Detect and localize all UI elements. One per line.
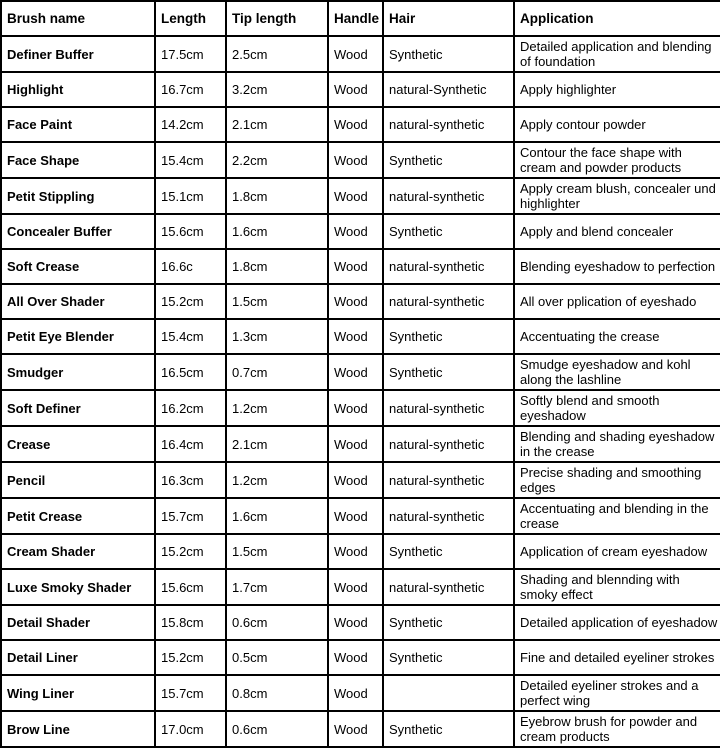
cell-handle: Wood (328, 36, 383, 72)
header-row (1, 1, 720, 36)
cell-handle: Wood (328, 426, 383, 462)
cell-brush-name: Luxe Smoky Shader (1, 569, 155, 605)
cell-tip-length: 2.5cm (226, 36, 328, 72)
cell-length: 15.2cm (155, 284, 226, 319)
table-row (1, 569, 720, 605)
cell-brush-name: Crease (1, 426, 155, 462)
cell-handle: Wood (328, 605, 383, 640)
table-row (1, 711, 720, 747)
column-header-length: Length (155, 1, 226, 36)
table-row (1, 107, 720, 142)
table-row (1, 605, 720, 640)
cell-application: Apply and blend concealer (514, 214, 720, 249)
table-row (1, 462, 720, 498)
cell-tip-length: 0.6cm (226, 711, 328, 747)
cell-hair: natural-synthetic (383, 390, 514, 426)
table-row (1, 142, 720, 178)
cell-brush-name: Soft Definer (1, 390, 155, 426)
cell-length: 15.7cm (155, 675, 226, 711)
cell-hair: Synthetic (383, 142, 514, 178)
cell-hair: Synthetic (383, 319, 514, 354)
column-header-tip-length: Tip length (226, 1, 328, 36)
cell-handle: Wood (328, 284, 383, 319)
table-row (1, 426, 720, 462)
cell-handle: Wood (328, 569, 383, 605)
table-row (1, 675, 720, 711)
cell-handle: Wood (328, 107, 383, 142)
cell-application: Apply highlighter (514, 72, 720, 107)
cell-application: Detailed application of eyeshadow (514, 605, 720, 640)
cell-handle: Wood (328, 214, 383, 249)
cell-tip-length: 2.1cm (226, 426, 328, 462)
cell-tip-length: 2.1cm (226, 107, 328, 142)
cell-length: 16.3cm (155, 462, 226, 498)
table-row (1, 640, 720, 675)
cell-brush-name: Wing Liner (1, 675, 155, 711)
cell-brush-name: Petit Eye Blender (1, 319, 155, 354)
table-header (1, 1, 720, 36)
cell-handle: Wood (328, 142, 383, 178)
cell-hair: natural-synthetic (383, 249, 514, 284)
cell-length: 15.2cm (155, 534, 226, 569)
cell-application: Eyebrow brush for powder and cream products (514, 711, 720, 747)
cell-tip-length: 1.5cm (226, 284, 328, 319)
cell-tip-length: 1.8cm (226, 249, 328, 284)
table-row (1, 534, 720, 569)
column-header-handle: Handle (328, 1, 383, 36)
cell-tip-length: 3.2cm (226, 72, 328, 107)
cell-hair: Synthetic (383, 354, 514, 390)
table-row (1, 390, 720, 426)
cell-hair: natural-synthetic (383, 178, 514, 214)
cell-brush-name: Face Paint (1, 107, 155, 142)
cell-tip-length: 1.6cm (226, 498, 328, 534)
table-row (1, 178, 720, 214)
table-row (1, 498, 720, 534)
cell-tip-length: 1.8cm (226, 178, 328, 214)
cell-application: Application of cream eyeshadow (514, 534, 720, 569)
cell-brush-name: Detail Shader (1, 605, 155, 640)
cell-length: 15.6cm (155, 569, 226, 605)
cell-length: 15.2cm (155, 640, 226, 675)
cell-hair: natural-synthetic (383, 107, 514, 142)
cell-hair: natural-Synthetic (383, 72, 514, 107)
cell-hair: natural-synthetic (383, 462, 514, 498)
cell-application: Blending eyeshadow to perfection (514, 249, 720, 284)
cell-application: Accentuating the crease (514, 319, 720, 354)
cell-tip-length: 1.7cm (226, 569, 328, 605)
cell-application: Apply cream blush, concealer und highlighter (514, 178, 720, 214)
cell-length: 15.8cm (155, 605, 226, 640)
cell-length: 14.2cm (155, 107, 226, 142)
table-row (1, 249, 720, 284)
cell-length: 16.6c (155, 249, 226, 284)
cell-application: Contour the face shape with cream and powder products (514, 142, 720, 178)
cell-tip-length: 1.3cm (226, 319, 328, 354)
cell-hair: natural-synthetic (383, 284, 514, 319)
cell-length: 16.2cm (155, 390, 226, 426)
cell-application: Detailed eyeliner strokes and a perfect wing (514, 675, 720, 711)
cell-tip-length: 2.2cm (226, 142, 328, 178)
table-body (1, 36, 720, 747)
cell-handle: Wood (328, 319, 383, 354)
cell-tip-length: 0.6cm (226, 605, 328, 640)
cell-length: 16.4cm (155, 426, 226, 462)
cell-application: Fine and detailed eyeliner strokes (514, 640, 720, 675)
cell-brush-name: Brow Line (1, 711, 155, 747)
cell-brush-name: Smudger (1, 354, 155, 390)
cell-hair: Synthetic (383, 36, 514, 72)
cell-length: 17.0cm (155, 711, 226, 747)
cell-handle: Wood (328, 675, 383, 711)
cell-length: 15.4cm (155, 142, 226, 178)
cell-length: 15.1cm (155, 178, 226, 214)
cell-handle: Wood (328, 249, 383, 284)
cell-hair: natural-synthetic (383, 426, 514, 462)
cell-tip-length: 0.7cm (226, 354, 328, 390)
cell-hair (383, 675, 514, 711)
cell-brush-name: Soft Crease (1, 249, 155, 284)
cell-handle: Wood (328, 711, 383, 747)
cell-brush-name: Detail Liner (1, 640, 155, 675)
column-header-brush-name: Brush name (1, 1, 155, 36)
cell-handle: Wood (328, 640, 383, 675)
cell-brush-name: Concealer Buffer (1, 214, 155, 249)
cell-brush-name: Petit Stippling (1, 178, 155, 214)
table-row (1, 354, 720, 390)
cell-tip-length: 0.8cm (226, 675, 328, 711)
cell-brush-name: Definer Buffer (1, 36, 155, 72)
cell-hair: Synthetic (383, 711, 514, 747)
cell-tip-length: 1.2cm (226, 390, 328, 426)
cell-handle: Wood (328, 354, 383, 390)
cell-length: 17.5cm (155, 36, 226, 72)
cell-hair: Synthetic (383, 534, 514, 569)
cell-application: Apply contour powder (514, 107, 720, 142)
cell-hair: Synthetic (383, 605, 514, 640)
column-header-application: Application (514, 1, 720, 36)
cell-application: Blending and shading eyeshadow in the crease (514, 426, 720, 462)
cell-length: 16.5cm (155, 354, 226, 390)
cell-length: 16.7cm (155, 72, 226, 107)
cell-application: Softly blend and smooth eyeshadow (514, 390, 720, 426)
column-header-hair: Hair (383, 1, 514, 36)
cell-brush-name: Pencil (1, 462, 155, 498)
cell-application: Smudge eyeshadow and kohl along the lashline (514, 354, 720, 390)
cell-handle: Wood (328, 72, 383, 107)
cell-length: 15.6cm (155, 214, 226, 249)
cell-brush-name: Face Shape (1, 142, 155, 178)
cell-brush-name: Highlight (1, 72, 155, 107)
cell-application: Precise shading and smoothing edges (514, 462, 720, 498)
cell-application: All over pplication of eyeshado (514, 284, 720, 319)
cell-brush-name: All Over Shader (1, 284, 155, 319)
cell-handle: Wood (328, 462, 383, 498)
cell-tip-length: 0.5cm (226, 640, 328, 675)
cell-length: 15.7cm (155, 498, 226, 534)
cell-tip-length: 1.5cm (226, 534, 328, 569)
cell-tip-length: 1.2cm (226, 462, 328, 498)
cell-brush-name: Cream Shader (1, 534, 155, 569)
cell-application: Shading and blennding with smoky effect (514, 569, 720, 605)
cell-handle: Wood (328, 178, 383, 214)
cell-handle: Wood (328, 498, 383, 534)
table-row (1, 284, 720, 319)
table-row (1, 214, 720, 249)
table-row (1, 36, 720, 72)
table-row (1, 72, 720, 107)
cell-hair: Synthetic (383, 214, 514, 249)
cell-handle: Wood (328, 534, 383, 569)
cell-length: 15.4cm (155, 319, 226, 354)
cell-hair: natural-synthetic (383, 569, 514, 605)
cell-hair: Synthetic (383, 640, 514, 675)
cell-handle: Wood (328, 390, 383, 426)
cell-tip-length: 1.6cm (226, 214, 328, 249)
cell-application: Accentuating and blending in the crease (514, 498, 720, 534)
cell-brush-name: Petit Crease (1, 498, 155, 534)
table-row (1, 319, 720, 354)
cell-hair: natural-synthetic (383, 498, 514, 534)
cell-application: Detailed application and blending of foundation (514, 36, 720, 72)
